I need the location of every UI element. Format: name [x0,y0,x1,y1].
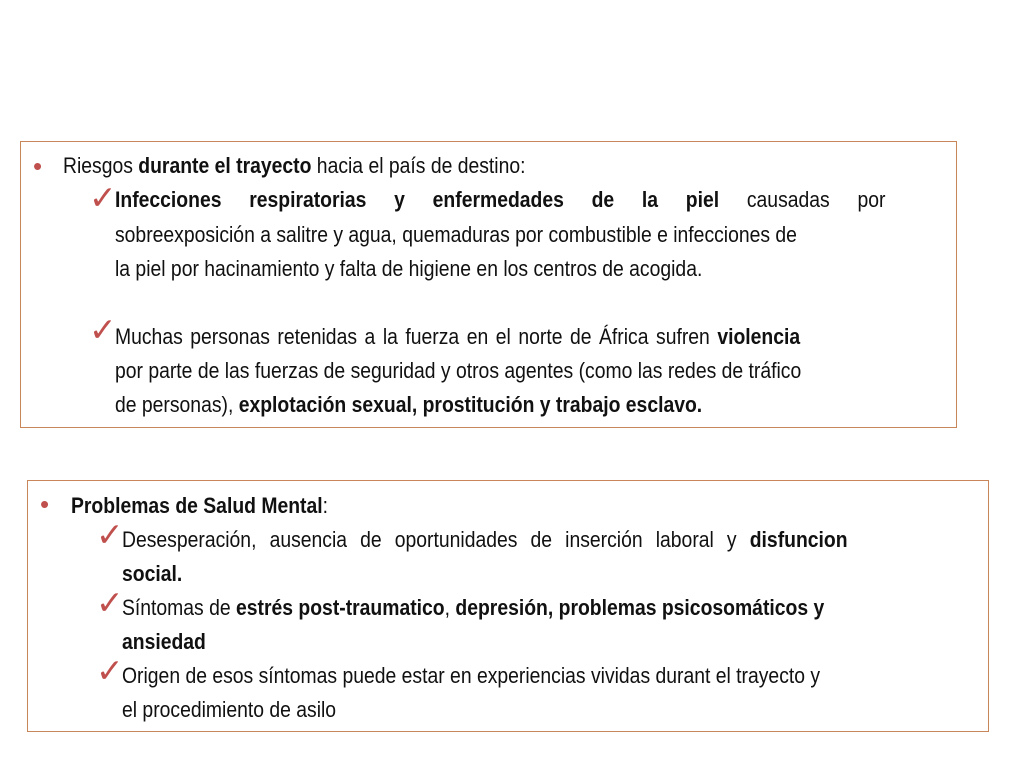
box2-item1-line2: social. [122,561,183,586]
bullet-icon: • [33,151,43,181]
box2-item2-line2: ansiedad [122,629,206,654]
box2-item2-line1: Síntomas de estrés post-traumatico, depresión, problemas psicosomáticos y [122,595,825,620]
box1-item2-line3: de personas), explotación sexual, prostitución y trabajo esclavo. [115,392,703,417]
box1-item1-line2: sobreexposición a salitre y agua, quemaduras por combustible e infecciones de [115,222,797,247]
box1-heading: Riesgos durante el trayecto hacia el país de destino: [63,153,526,178]
risk-during-journey-box [20,141,957,428]
box1-item2-line2: por parte de las fuerzas de seguridad y otros agentes (como las redes de tráfico [115,358,802,383]
checkmark-icon: ✓ [96,652,124,689]
checkmark-icon: ✓ [96,516,124,553]
box1-item1-line1: Infecciones respiratorias y enfermedades de la piel causadas por [115,187,886,212]
bullet-icon: • [40,489,50,519]
checkmark-icon: ✓ [89,179,117,216]
mental-health-box [27,480,989,732]
box1-item2-line1: Muchas personas retenidas a la fuerza en el norte de África sufren violencia [115,324,801,349]
box2-heading: Problemas de Salud Mental: [71,493,329,518]
box1-item1-line3: la piel por hacinamiento y falta de higiene en los centros de acogida. [115,256,703,281]
box2-item3-line1: Origen de esos síntomas puede estar en experiencias vividas durant el trayecto y [122,663,821,688]
checkmark-icon: ✓ [96,584,124,621]
box2-item3-line2: el procedimiento de asilo [122,697,337,722]
box2-item1-line1: Desesperación, ausencia de oportunidades de inserción laboral y disfuncion [122,527,848,552]
checkmark-icon: ✓ [89,311,117,348]
